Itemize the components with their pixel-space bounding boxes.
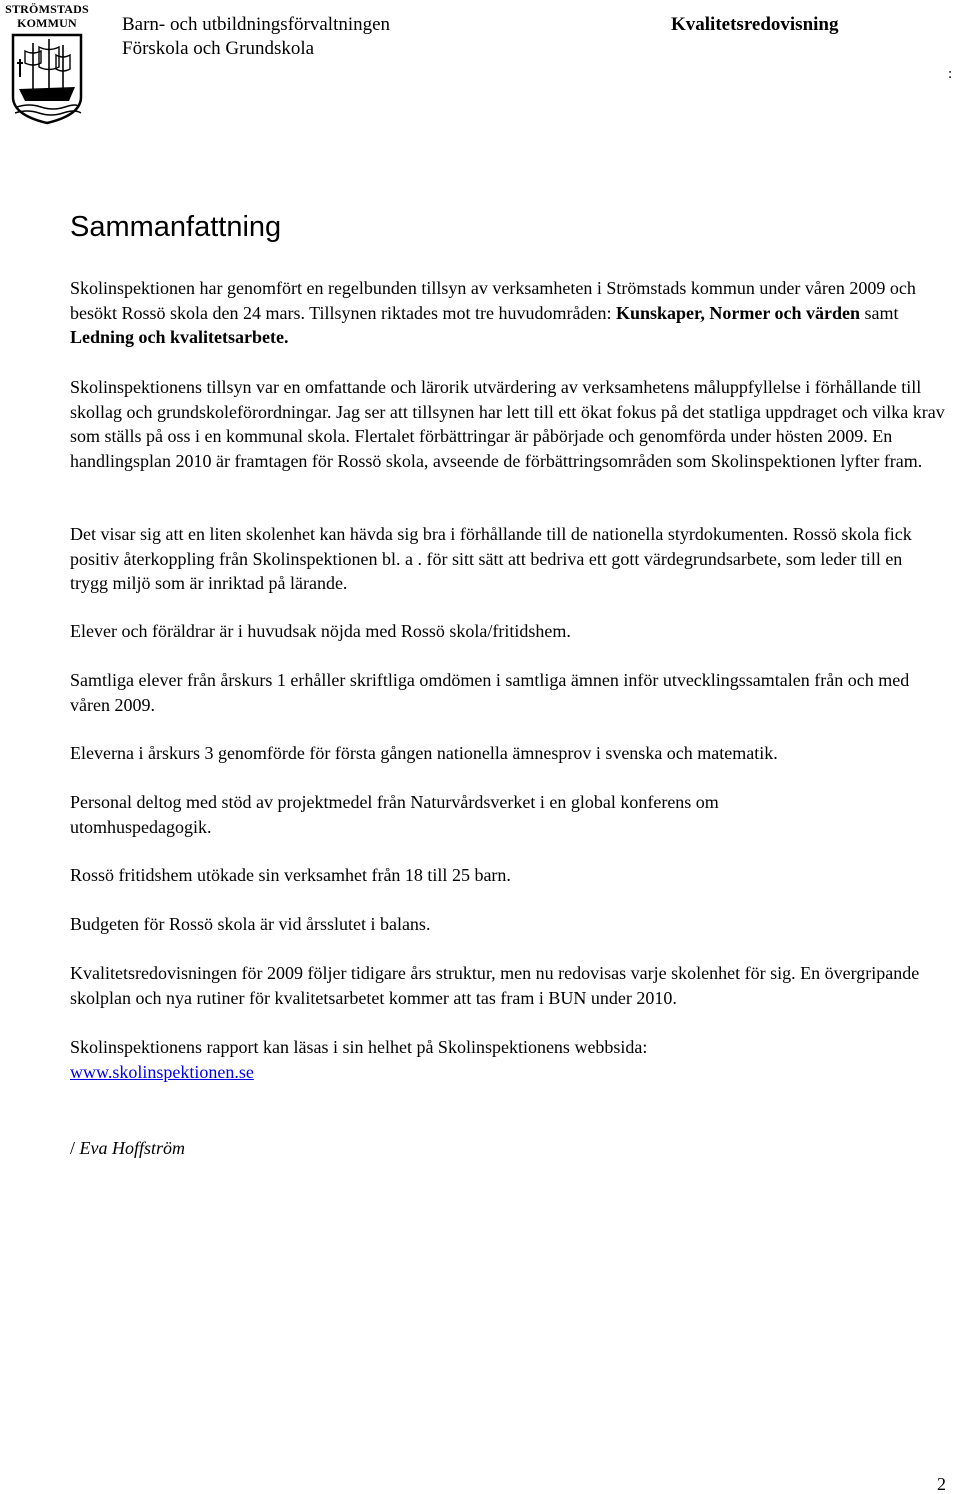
- paragraph-quality-report: [70, 961, 950, 1010]
- logo-line-2: KOMMUN: [17, 16, 77, 30]
- paragraph-text: Kvalitetsredovisningen för 2009 följer tidigare års struktur, men nu redovisas varje skolenhet för sig. En övergripande skolplan och nya rutiner för kvalitetsarbetet kommer att tas fram i BUN under 2010.: [70, 963, 920, 1008]
- paragraph-inspection: [70, 375, 950, 473]
- paragraph-staff-conference: [70, 790, 860, 839]
- paragraph-budget: [70, 912, 950, 937]
- unit-name: Förskola och Grundskola: [122, 38, 315, 59]
- signature: [70, 1136, 185, 1160]
- paragraph-text: Skolinspektionens tillsyn var en omfattande och lärorik utvärdering av verksamhetens måluppfyllelse i förhållande till skollag och grundskoleförordningar. Jag ser att tillsynen har lett till ett ökat fokus på det statliga uppdraget och vilka krav som ställs på oss i en kommunal skola. Flertalet förbättringar är påbörjade och genomförda under hösten 2009. En handlingsplan 2010 är framtagen för Rossö skola, avseende de förbättringsområden som Skolinspektionen lyfter fram.: [70, 377, 945, 471]
- paragraph-text: Rossö fritidshem utökade sin verksamhet från 18 till 25 barn.: [70, 865, 511, 885]
- summary-joiner: samt: [864, 302, 899, 323]
- paragraph-small-school: [70, 522, 936, 596]
- paragraph-text: Det visar sig att en liten skolenhet kan hävda sig bra i förhållande till de nationella styrdokumenten. Rossö skola fick positiv återkoppling från Skolinspektionen bl. a . för sitt sätt att bedriva ett gott värdegrundsarbete, som leder till en trygg miljö som är inriktad på lärande.: [70, 524, 912, 593]
- skolinspektionen-link[interactable]: www.skolinspektionen.se: [70, 1061, 254, 1082]
- focus-area-knowledge-norms: Kunskaper, Normer och värden: [615, 302, 860, 323]
- paragraph-summary: [70, 276, 936, 350]
- report-text: Skolinspektionens rapport kan läsas i sin helhet på Skolinspektionens webbsida:: [70, 1037, 648, 1057]
- paragraph-text: Budgeten för Rossö skola är vid årsslutet i balans.: [70, 914, 431, 934]
- paragraph-text: Eleverna i årskurs 3 genomförde för första gången nationella ämnesprov i svenska och matematik.: [70, 743, 778, 763]
- header-mark: :: [948, 66, 953, 82]
- paragraph-national-tests: [70, 741, 950, 766]
- paragraph-satisfaction: [70, 619, 950, 644]
- signature-name: Eva Hoffström: [79, 1138, 186, 1158]
- municipality-logo: [4, 3, 90, 125]
- paragraph-report-link: [70, 1035, 950, 1084]
- paragraph-text: Samtliga elever från årskurs 1 erhåller skriftliga omdömen i samtliga ämnen inför utvecklingssamtalen från och med våren 2009.: [70, 670, 910, 715]
- department-name: Barn- och utbildningsförvaltningen: [122, 14, 391, 35]
- paragraph-text: Elever och föräldrar är i huvudsak nöjda med Rossö skola/fritidshem.: [70, 621, 571, 641]
- paragraph-text: Personal deltog med stöd av projektmedel från Naturvårdsverket i en global konferens om utomhuspedagogik.: [70, 792, 719, 837]
- page-number: 2: [937, 1474, 946, 1494]
- paragraph-after-school: [70, 863, 950, 888]
- logo-line-1: STRÖMSTADS: [5, 2, 89, 16]
- focus-area-leadership-quality: Ledning och kvalitetsarbete.: [70, 327, 289, 347]
- document-type: Kvalitetsredovisning: [671, 14, 839, 35]
- paragraph-assessments: [70, 668, 950, 717]
- ship-crest-icon: [9, 33, 85, 125]
- signature-prefix: /: [70, 1138, 76, 1158]
- page-title: Sammanfattning: [70, 211, 282, 243]
- summary-text: Skolinspektionen har genomfört en regelbunden tillsyn av verksamheten i Strömstads kommun under våren 2009 och besökt Rossö skola den 24 mars. Tillsynen riktades mot tre huvudområden:: [70, 278, 916, 323]
